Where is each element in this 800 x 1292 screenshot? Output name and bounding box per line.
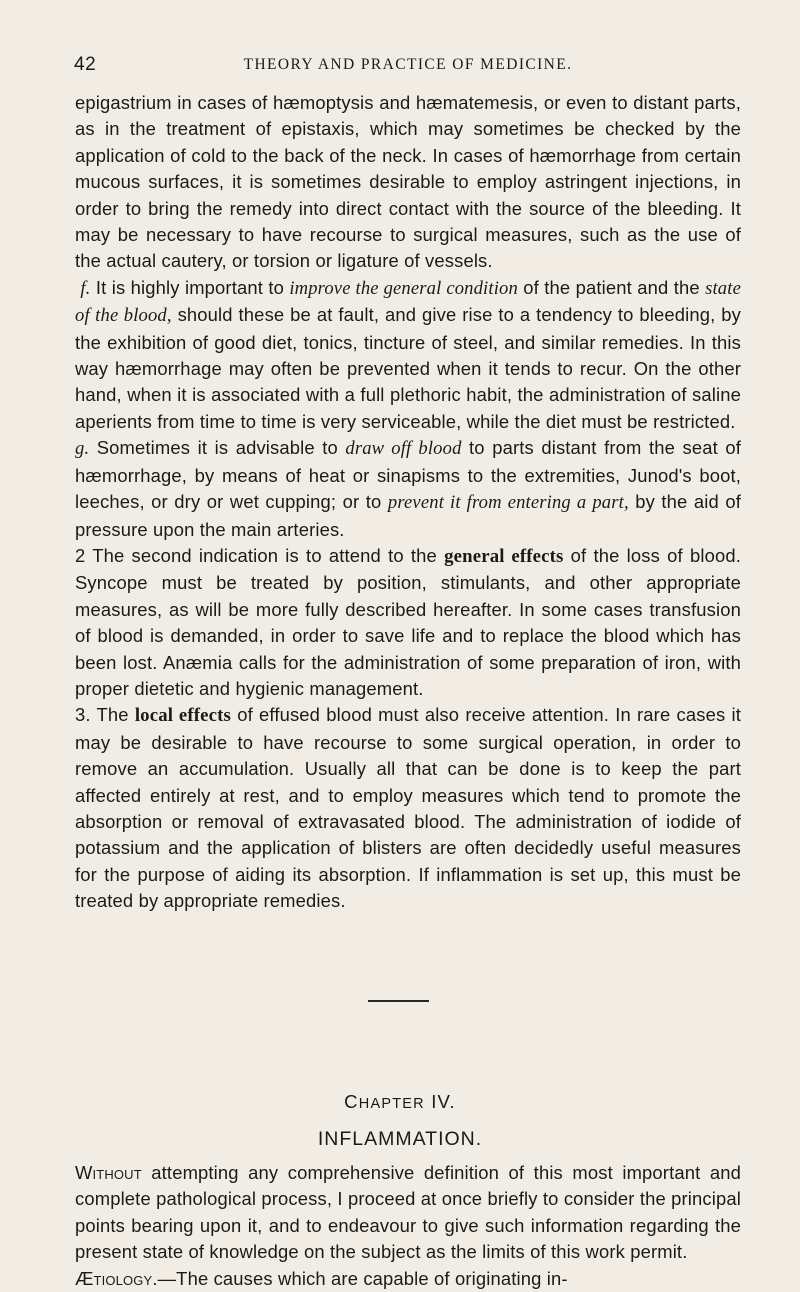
running-head: THEORY AND PRACTICE OF MEDICINE. — [243, 56, 573, 73]
italic-phrase: prevent it from entering a part, — [387, 492, 629, 514]
paragraph-text: of the patient and the — [517, 276, 706, 298]
paragraph-3 — [75, 702, 741, 914]
italic-phrase: draw off blood — [345, 438, 462, 460]
paragraph-2 — [75, 543, 741, 702]
chapter-text — [75, 1160, 741, 1292]
aetiology-paragraph — [75, 1266, 741, 1292]
paragraph-text: attempting any comprehensive definition of this most important and complete pathological process, I proceed at once briefly to consider the principal points bearing upon it, and to endeavour to give such information regarding the present state of knowledge on the subject as the limits of this work permit. — [75, 1162, 741, 1263]
paragraph-text: to parts distant from the seat of hæmorrhage, by means of heat or sinapisms to the extremities, Junod's boot, leeches, or dry or wet cupping; or to — [75, 437, 741, 513]
paragraph-text: 3. The — [75, 704, 135, 726]
paragraph-text: of effused blood must also receive attention. In rare cases it may be desirable to have recourse to some surgical operation, in order to remove an accumulation. Usually all that can be done is to keep the part affected entirely at rest, and to employ measures which tend to promote the absorption or removal of extravasated blood. The administration of iodide of potassium and the application of blisters are often decidedly useful measures for the purpose of aiding its absorption. If inflammation is set up, this must be treated by appropriate remedies. — [75, 704, 741, 912]
paragraph-text: Sometimes it is advisable to — [89, 437, 346, 459]
paragraph-marker: f. — [80, 277, 91, 299]
main-text — [75, 90, 741, 915]
lead-word: Without — [75, 1162, 142, 1183]
paragraph-g — [75, 435, 741, 543]
page-header — [74, 54, 742, 78]
paragraph-text: by the aid of pressure upon the main arteries. — [75, 491, 742, 540]
paragraph-f — [75, 275, 741, 435]
paragraph-text: of the loss of blood. Syncope must be treated by position, stimulants, and other appropriate measures, as will be more fully described hereafter. In some cases transfusion of blood is demanded, in order to save life and to replace the blood which has been lost. Anæmia calls for the administration of some preparation of iron, with proper dietetic and hygienic management. — [75, 544, 741, 699]
italic-phrase: improve the general condition — [289, 277, 518, 299]
chapter-title: INFLAMMATION. — [317, 1128, 483, 1150]
paragraph-text: It is highly important to — [90, 276, 290, 298]
paragraph-continuation — [75, 90, 741, 275]
page-number: 42 — [74, 54, 97, 75]
paragraph-text: should these be at fault, and give rise to a tendency to bleeding, by the exhibition of good diet, tonics, tincture of steel, and similar remedies. In this way hæmorrhage may often be prevented when it tends to recur. On the other hand, when it is associated with a full plethoric habit, the administration of saline aperients from time to time is very serviceable, while the diet must be restricted. — [75, 304, 741, 432]
chapter-heading — [0, 1091, 800, 1113]
section-divider — [368, 1000, 429, 1002]
chapter-label-rest: HAPTER — [358, 1096, 425, 1112]
paragraph-text: epigastrium in cases of hæmoptysis and hæmatemesis, or even to distant parts, as in the treatment of epistaxis, which may sometimes be checked by the application of cold to the back of the neck. In cases of hæmorrhage from certain mucous surfaces, it is sometimes desirable to employ astringent injections, in order to bring the remedy into direct contact with the source of the bleeding. It may be necessary to have recourse to surgical measures, such as the use of the actual cautery, or torsion or ligature of vessels. — [75, 92, 741, 272]
chapter-label-initial: C — [344, 1091, 359, 1112]
chapter-number: IV. — [431, 1091, 456, 1112]
paragraph-text: —The causes which are capable of originating in- — [157, 1267, 568, 1289]
paragraph-text: 2 The second indication is to attend to the — [75, 544, 445, 566]
chapter-intro-paragraph — [75, 1160, 741, 1266]
paragraph-marker: g. — [75, 438, 90, 460]
italic-phrase: state of the blood, — [75, 277, 741, 327]
section-lead: Ætiology. — [75, 1267, 158, 1289]
bold-term: general effects — [444, 545, 564, 567]
bold-term: local effects — [134, 705, 232, 727]
